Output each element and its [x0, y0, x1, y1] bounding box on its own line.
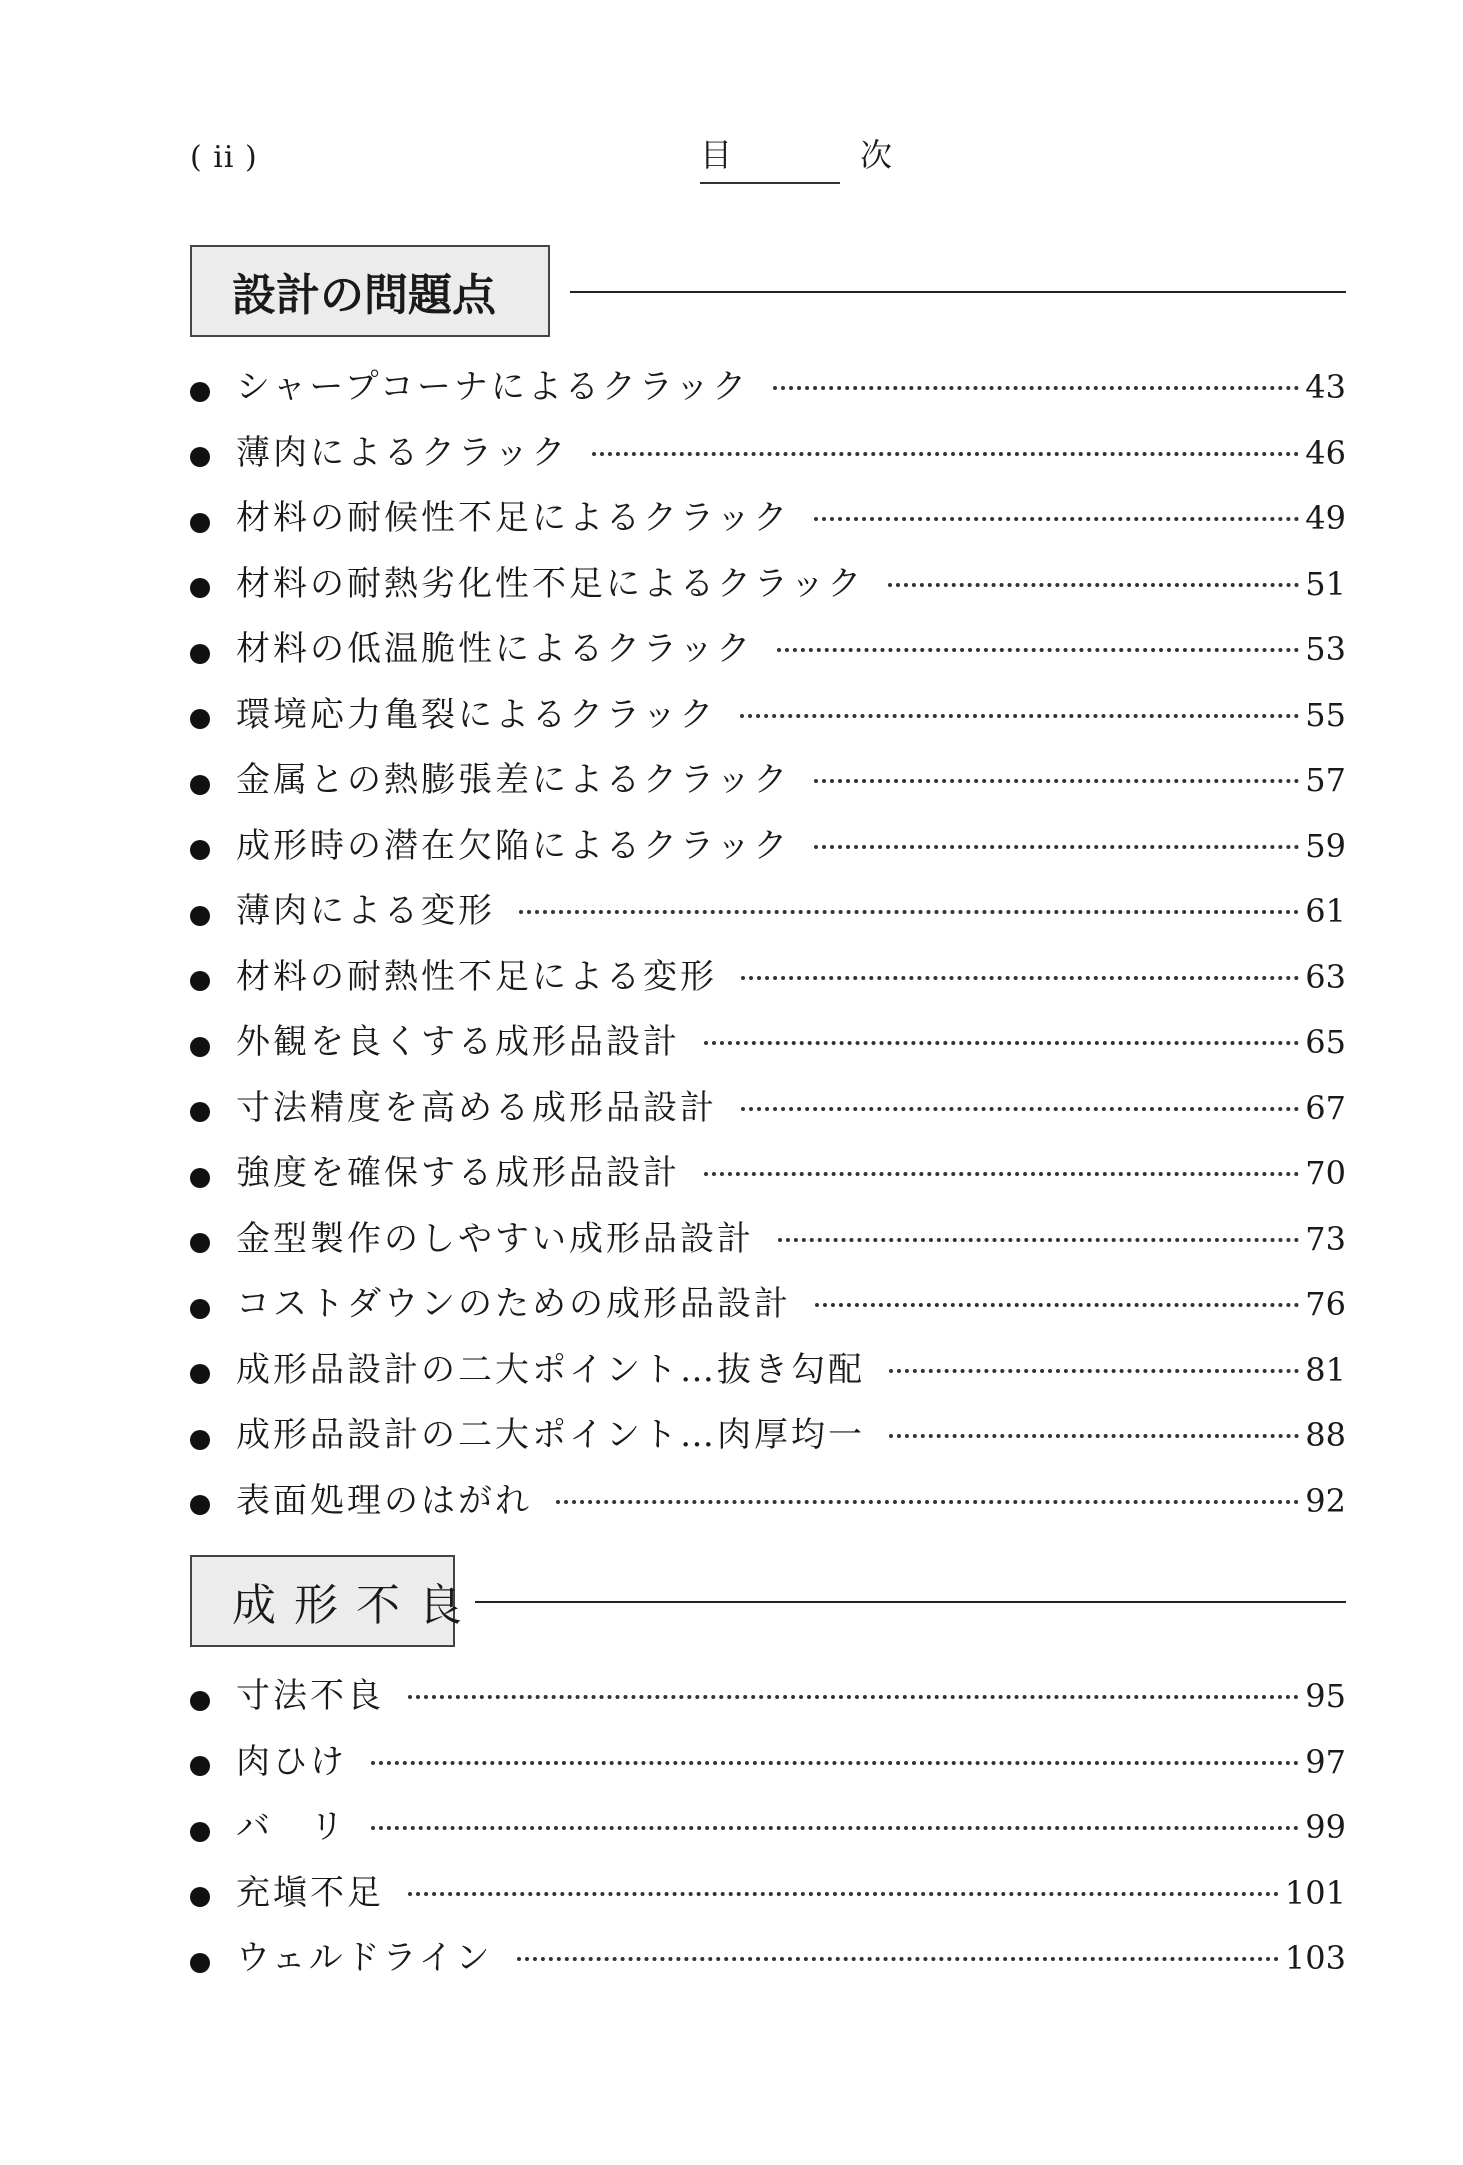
toc-item-title: 成形品設計の二大ポイント…抜き勾配	[236, 1349, 865, 1390]
toc-item-page: 65	[1305, 1023, 1346, 1061]
section-title: 設計の問題点	[190, 245, 550, 337]
toc-item[interactable]	[190, 1145, 1346, 1211]
dot-leader	[814, 517, 1299, 521]
toc-item-title: シャープコーナによるクラック	[236, 367, 750, 407]
toc-item-page: 55	[1305, 695, 1346, 734]
dot-leader	[408, 1892, 1279, 1896]
bullet-icon	[190, 513, 210, 533]
toc-item-page: 67	[1305, 1088, 1346, 1127]
toc-item[interactable]	[190, 1407, 1346, 1473]
toc-item[interactable]	[190, 556, 1346, 622]
dot-leader	[704, 1172, 1299, 1176]
toc-item-title: 材料の低温脆性によるクラック	[236, 629, 754, 669]
bullet-icon	[190, 1037, 210, 1057]
toc-item-title: 寸法精度を高める成形品設計	[236, 1087, 717, 1128]
toc-item-page: 88	[1305, 1416, 1346, 1454]
bullet-icon	[190, 644, 210, 664]
dot-leader	[592, 452, 1299, 456]
dot-leader	[889, 1369, 1299, 1373]
dot-leader	[814, 845, 1299, 849]
dot-leader	[519, 910, 1299, 914]
dot-leader	[888, 583, 1299, 587]
toc-item[interactable]	[190, 818, 1346, 884]
dot-leader	[371, 1761, 1299, 1765]
toc-item[interactable]	[190, 752, 1346, 818]
bullet-icon	[190, 1430, 210, 1450]
bullet-icon	[190, 775, 210, 795]
toc-item-title: 金属との熱膨張差によるクラック	[236, 760, 791, 800]
toc-item-page: 99	[1305, 1808, 1346, 1846]
toc-item[interactable]	[190, 359, 1346, 425]
toc-item-page: 70	[1305, 1154, 1346, 1192]
toc-list-molding-defects	[190, 1668, 1346, 1996]
bullet-icon	[190, 447, 210, 467]
toc-item-title: 表面処理のはがれ	[236, 1480, 532, 1521]
bullet-icon	[190, 1364, 210, 1384]
toc-item[interactable]	[190, 425, 1346, 491]
dot-leader	[814, 779, 1299, 783]
toc-item[interactable]	[190, 949, 1346, 1015]
toc-item[interactable]	[190, 621, 1346, 687]
toc-item-title: ウェルドライン	[236, 1938, 493, 1978]
toc-item-page: 73	[1305, 1219, 1346, 1258]
toc-item[interactable]	[190, 1734, 1346, 1800]
page-number: ( ii )	[190, 140, 258, 175]
toc-item-title: コストダウンのための成形品設計	[236, 1284, 791, 1324]
section-header-design-problems	[190, 245, 1346, 341]
toc-list-design-problems	[190, 359, 1346, 1538]
toc-item-title: 肉ひけ	[236, 1741, 347, 1782]
toc-item-title: 環境応力亀裂によるクラック	[236, 694, 717, 735]
toc-item-page: 101	[1284, 1873, 1346, 1912]
bullet-icon	[190, 1102, 210, 1122]
toc-item[interactable]	[190, 1080, 1346, 1146]
toc-item[interactable]	[190, 1473, 1346, 1539]
bullet-icon	[190, 1299, 210, 1319]
toc-item[interactable]	[190, 883, 1346, 949]
toc-item[interactable]	[190, 1930, 1346, 1996]
dot-leader	[741, 976, 1299, 980]
toc-item-page: 103	[1284, 1939, 1346, 1977]
dot-leader	[815, 1303, 1299, 1307]
dot-leader	[371, 1826, 1299, 1830]
toc-item-page: 92	[1305, 1481, 1346, 1520]
toc-item-page: 46	[1305, 433, 1346, 472]
dot-leader	[778, 1238, 1299, 1242]
section-rule	[475, 1601, 1346, 1603]
toc-item[interactable]	[190, 1276, 1346, 1342]
toc-item-title: 金型製作のしやすい成形品設計	[236, 1218, 754, 1259]
toc-item-page: 59	[1305, 826, 1346, 865]
section-rule	[570, 291, 1346, 293]
bullet-icon	[190, 382, 210, 402]
toc-item-title: 成形時の潜在欠陥によるクラック	[236, 825, 791, 866]
toc-item-title: 寸法不良	[236, 1676, 384, 1716]
bullet-icon	[190, 1495, 210, 1515]
toc-item-title: 材料の耐熱性不足による変形	[236, 956, 717, 997]
toc-item-page: 53	[1305, 630, 1346, 668]
toc-item-page: 76	[1305, 1285, 1346, 1323]
bullet-icon	[190, 1953, 210, 1973]
toc-item[interactable]	[190, 1865, 1346, 1931]
toc-item-page: 81	[1305, 1350, 1346, 1389]
dot-leader	[773, 386, 1299, 390]
bullet-icon	[190, 1822, 210, 1842]
dot-leader	[777, 648, 1299, 652]
dot-leader	[556, 1500, 1299, 1504]
toc-item-page: 49	[1305, 499, 1346, 537]
toc-item-page: 57	[1305, 761, 1346, 799]
toc-item-title: 薄肉による変形	[236, 891, 495, 931]
toc-item-title: 強度を確保する成形品設計	[236, 1153, 680, 1193]
toc-item[interactable]	[190, 1211, 1346, 1277]
toc-item[interactable]	[190, 1014, 1346, 1080]
bullet-icon	[190, 1887, 210, 1907]
bullet-icon	[190, 906, 210, 926]
toc-item[interactable]	[190, 1668, 1346, 1734]
toc-item[interactable]	[190, 1799, 1346, 1865]
dot-leader	[517, 1957, 1279, 1961]
toc-item[interactable]	[190, 1342, 1346, 1408]
bullet-icon	[190, 1168, 210, 1188]
toc-item-page: 97	[1305, 1742, 1346, 1781]
bullet-icon	[190, 1691, 210, 1711]
dot-leader	[740, 714, 1299, 718]
bullet-icon	[190, 971, 210, 991]
toc-item-page: 43	[1305, 368, 1346, 406]
dot-leader	[408, 1695, 1299, 1699]
toc-item[interactable]	[190, 687, 1346, 753]
toc-item-page: 95	[1305, 1677, 1346, 1715]
toc-item-page: 51	[1305, 564, 1346, 603]
toc-item-title: 材料の耐熱劣化性不足によるクラック	[236, 563, 865, 604]
bullet-icon	[190, 1756, 210, 1776]
toc-item-title: 材料の耐候性不足によるクラック	[236, 498, 791, 538]
dot-leader	[741, 1107, 1299, 1111]
toc-item[interactable]	[190, 490, 1346, 556]
dot-leader	[889, 1434, 1299, 1438]
section-title: 成 形 不 良	[190, 1555, 455, 1647]
toc-item-title: 薄肉によるクラック	[236, 432, 569, 473]
toc-item-page: 61	[1305, 892, 1346, 930]
page-title: 目 次	[700, 130, 840, 184]
section-header-molding-defects	[190, 1555, 1346, 1651]
toc-item-title: 充塡不足	[236, 1872, 384, 1913]
dot-leader	[704, 1041, 1299, 1045]
toc-item-page: 63	[1305, 957, 1346, 996]
toc-item-title: 外観を良くする成形品設計	[236, 1022, 680, 1062]
bullet-icon	[190, 578, 210, 598]
bullet-icon	[190, 709, 210, 729]
bullet-icon	[190, 1233, 210, 1253]
bullet-icon	[190, 840, 210, 860]
toc-item-title: バ リ	[236, 1807, 347, 1847]
toc-item-title: 成形品設計の二大ポイント…肉厚均一	[236, 1415, 865, 1455]
